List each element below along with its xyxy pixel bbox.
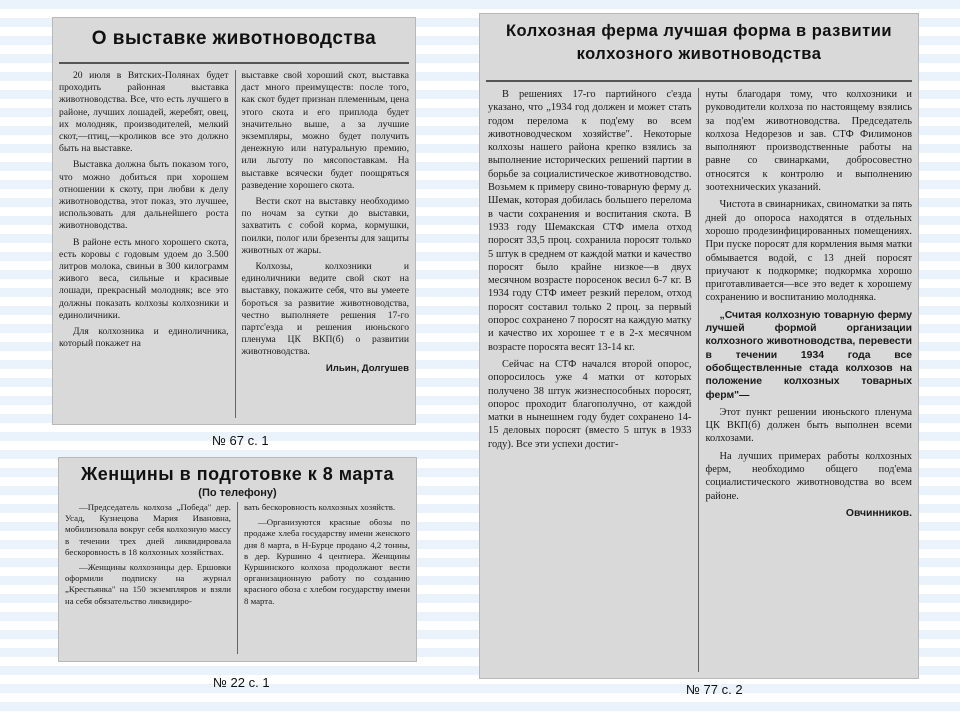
paragraph: Вести скот на выставку необходимо по ночам за сутки до выставки, захватить с собой корма, кормушки, поилки, полог или брезенты для защиты животных от жары.: [241, 196, 409, 256]
caption-77: № 77 с. 2: [686, 682, 743, 697]
paragraph: —Организуются красные обозы по продаже хлеба государству имени женского дня 8 марта, в Н-Бурце продано 4,2 тонны, в дер. Куршино 4 центнера. Женщины Куршинского колхоза продолжают вести организационную работу по созданию красного обоза с хлебом государству имени 8 марта.: [244, 517, 410, 606]
clipping-22-col-2: [238, 502, 410, 654]
clipping-67-col-1: [59, 70, 236, 418]
paragraph: На лучших примерах работы колхозных ферм, необходимо общего под'ема социалистического животноводства во всем районе.: [705, 450, 912, 502]
clipping-22-title: Женщины в подготовке к 8 марта: [81, 464, 394, 484]
paragraph: выставке свой хороший скот, выставка даст много преимуществ: после того, как скот будет признан племенным, цена этого скота и его приплода будет значительно выше, а за лучшие экземпляры, можно будет получить денежную или натуральную премию, или льготу по мясопоставкам. На выставке всячески будет поощряться разведение хорошего скота.: [241, 70, 409, 191]
paragraph: Этот пункт решении июньского пленума ЦК ВКП(б) должен быть выполнен всеми колхозами.: [705, 406, 912, 445]
clipping-77-title-line-1: Колхозная ферма лучшая форма в развитии: [505, 22, 893, 40]
paragraph: Для колхозника и единоличника, который покажет на: [59, 326, 229, 350]
paragraph: В решениях 17-го партийного с'езда указано, что „1934 год должен и может стать годом перелома к под'ему во всем животноводческом хозяйстве". Некоторые колхозы нашего района крепко взялись за выполнение исторических решений партии в борьбе за социалистическое животноводство. Возьмем к примеру свино-товарную ферму д. Шемак, которая добилась большего перелома в части сохранения и воспитания скота. В 1933 году Шемакская СТФ имела отход поросят 33,5 проц. сохранила поросят только 5 штук в среднем от каждой матки и качество поросят было крайне низкое—в двух месячном возрасте поросенок весил 6-7 кг. В 1934 году СТФ имеет резкий перелом, отход поросят составил только 2 проц. за первый опорос сохранено 7 поросят на каждую матку и качество их хорошее т е в 2-х месячном возрасте поросята весят 13-14 кг.: [488, 89, 692, 353]
clipping-77: [480, 14, 918, 678]
clipping-77-title-line-2: колхозного животноводства: [576, 45, 822, 63]
clipping-77-col-1: [488, 88, 699, 672]
paragraph: В районе есть много хорошего скота, есть коровы с годовым удоем до 3.500 литров молока, свиньи в 300 килограмм живого веса, сильные и красивые лошади, прекрасный молодняк; все это должны показать колхозы колхозники и единоличники.: [59, 236, 229, 321]
paragraph: —Председатель колхоза „Победа" дер. Усад, Кузнецова Мария Ивановна, мобилизовала вокруг себя колхозную массу в течении трех дней ликвидировала бескоровность в 18 колхозных хозяйствах.: [65, 502, 231, 557]
caption-22: № 22 с. 1: [213, 675, 270, 690]
title-divider: [59, 62, 409, 64]
title-divider: [486, 80, 912, 82]
paragraph: —Женщины колхозницы дер. Ершовки оформили подписку на журнал „Крестьянка" на 150 экземпляров и взяли на себя обязательство ликвидиро-: [65, 562, 231, 606]
paragraph: 20 июля в Вятских-Полянах будет проходить районная выставка животноводства. Все, что есть лучшего в районе, лучших лошадей, жеребят, овец, их молодняк, производителей, мелкий скот,—птиц,—кроликов все это должно быть на выставке.: [59, 70, 229, 155]
caption-67: № 67 с. 1: [212, 433, 269, 448]
clipping-22-col-1: [65, 502, 238, 654]
signature: Ильин, Долгушев: [325, 362, 409, 374]
signature: Овчинников.: [845, 507, 912, 519]
paragraph: вать бескоровность колхозных хозяйств.: [244, 502, 396, 512]
clipping-77-col-2: [699, 88, 913, 672]
clipping-22-subtitle: (По телефону): [198, 487, 277, 499]
paragraph: Сейчас на СТФ начался второй опорос, опоросилось уже 4 матки от которых получено 38 штук жизнеспособных поросят, опорос проходит благополучно, от каждой матки в нынешнем году будет сохранено 14-15 деловых поросят (вместо 5 штук в 1933 году). Все эти успехи достиг-: [488, 358, 692, 450]
paragraph: Чистота в свинарниках, свиноматки за пять дней до опороса находятся в отдельных хорошо продезинфицированных помещениях. При пуске поросят для кормления вымя матки обмывается водой, с 13 дней поросят приучают к подкормке; подкормка хорошо приготавливается—все это ведет к хорошему сохранению и воспитанию молодняка.: [705, 199, 912, 304]
paragraph: Колхозы, колхозники и единоличники ведите свой скот на выставку, покажите себя, что вы умеете бороться за развитие животноводства, честно выполняете решения 17-го партс'езда и решения июньского пленума ЦК ВКП(б) о развитии животноводства.: [241, 261, 409, 358]
paragraph: Выставка должна быть показом того, что можно добиться при хорошем отношении к скоту, при любви к делу животноводства, этот показ, это лучшее, использовать для дальнейшего роста животноводства.: [59, 159, 229, 232]
clipping-67: [53, 18, 415, 424]
paragraph: нуты благодаря тому, что колхозники и руководители колхоза по настоящему взялись за под'ем животноводства. Председатель колхоза Недорезов и зав. СТФ Филимонов выполняют производственные работы на равне со свинарками, добросовестно относятся к контролю и выполнению зоотехнических указаний.: [705, 89, 912, 194]
clipping-67-title: О выставке животноводства: [91, 28, 377, 49]
quote-paragraph: „Считая колхозную товарную ферму лучшей формой организации колхозного животноводства, перевести в течении 1934 года все обобществленные стада колхозов на положение колхозных товарных ферм"—: [705, 309, 912, 401]
clipping-67-col-2: [236, 70, 410, 418]
clipping-22: [59, 458, 416, 661]
